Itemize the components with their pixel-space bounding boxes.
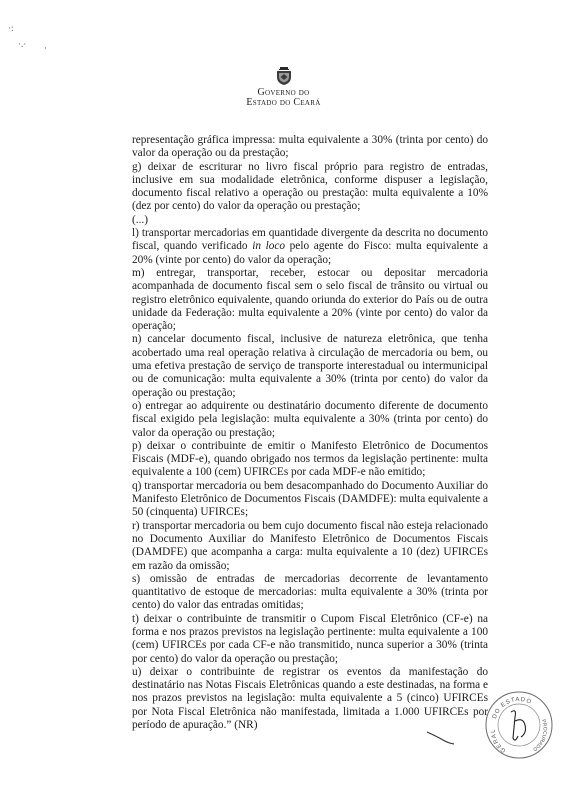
scan-speck: · [44,43,47,53]
paragraph-item-u: u) deixar o contribuinte de registrar os eventos da manifestação do destinatário nas Notas Fiscais Eletrônicas quando a este destinadas, na forma e nos prazos previstos na legislação: multa equivalente a 5 (cinco) UFIRCEs por Nota Fiscal Eletrônica não manifestada, limitada a 1.000 UFIRCEs por período de apuração.” (NR) [132,665,488,732]
text-run: l) transportar mercadorias em quantidade divergente da descrita no documento fiscal, quando verificado [132,227,488,253]
stamp-text-right: PROCURADO [531,718,548,753]
scan-speck: ·.· [18,39,27,49]
stamp-text-top: DO ESTADO [491,696,533,720]
paragraph-item-s: s) omissão de entradas de mercadorias decorrente de levantamento quantitativo de estoque de mercadorias: multa equivalente a 30% (trinta por cento) do valor das entradas omitidas; [132,572,488,612]
paragraph-item-p: p) deixar o contribuinte de emitir o Manifesto Eletrônico de Documentos Fiscais (MDF-e), quando obrigado nos termos da legislação pertinente: multa equivalente a 100 (cem) UFIRCEs por cada MDF-e não emitido; [132,439,488,479]
paragraph-item-q: q) transportar mercadoria ou bem desacompanhado do Documento Auxiliar do Manifesto Eletrônico de Documentos Fiscais (DAMDFE): multa equivalente a 50 (cinquenta) UFIRCEs; [132,479,488,519]
paragraph-item-l [132,227,488,267]
handwritten-mark [426,730,456,746]
scan-speck: ·: [8,23,14,33]
paragraph-item-n: n) cancelar documento fiscal, inclusive de natureza eletrônica, que tenha acobertado uma real operação relativa à circulação de mercadoria ou bem, ou uma efetiva prestação de serviço de transporte interestadual ou intermunicipal ou de comunicação: multa equivalente a 30% (trinta por cento) do valor da operação ou prestação; [132,333,488,399]
document-body [132,134,488,732]
header-line-2: Estado do Ceará [246,97,321,108]
paragraph-item-o: o) entregar ao adquirente ou destinatário documento diferente de documento fiscal exigido pela legislação: multa equivalente a 30% (trinta por cento) do valor da operação ou prestação; [132,399,488,439]
paragraph-item-m: m) entregar, transportar, receber, estocar ou depositar mercadoria acompanhada de documento fiscal sem o selo fiscal de trânsito ou virtual ou registro eletrônico equivalente, quando oriunda do exterior do País ou de outra unidade da Federação: multa equivalente a 20% (vinte por cento) do valor da operação; [132,266,488,333]
paragraph-item-r: r) transportar mercadoria ou bem cujo documento fiscal não esteja relacionado no Documento Auxiliar do Manifesto Eletrônico de Documentos Fiscais (DAMDFE) que acompanha a carga: multa equivalente a 10 (dez) UFIRCEs em razão da omissão; [132,519,488,572]
document-header [0,66,567,108]
state-crest-icon [274,66,294,86]
paragraph-item-t: t) deixar o contribuinte de transmitir o Cupom Fiscal Eletrônico (CF-e) na forma e nos prazos previstos na legislação pertinente: multa equivalente a 100 (cem) UFIRCEs por cada CF-e não transmitido, nunca superior a 30% (trinta por cento) do valor da operação ou prestação; [132,612,488,665]
signature [511,711,526,740]
italic-term: in loco [252,240,286,253]
stamp-text-left: GERAL [490,728,508,754]
header-line-1: Governo do [257,87,310,98]
paragraph: representação gráfica impressa: multa equivalente a 30% (trinta por cento) do valor da operação ou da prestação; [132,134,488,160]
ellipsis-paragraph: (...) [132,213,148,226]
text-run: pelo agente do Fisco: multa equivalente a 20% (vinte por cento) do valor da operação; [132,240,489,266]
official-stamp [484,690,554,760]
paragraph-item-g: g) deixar de escriturar no livro fiscal próprio para registro de entradas, inclusive em sua modalidade eletrônica, conforme dispuser a legislação, documento fiscal relativo a operação ou prestação: multa equivalente a 10% (dez por cento) do valor da operação ou prestação; [132,160,488,213]
